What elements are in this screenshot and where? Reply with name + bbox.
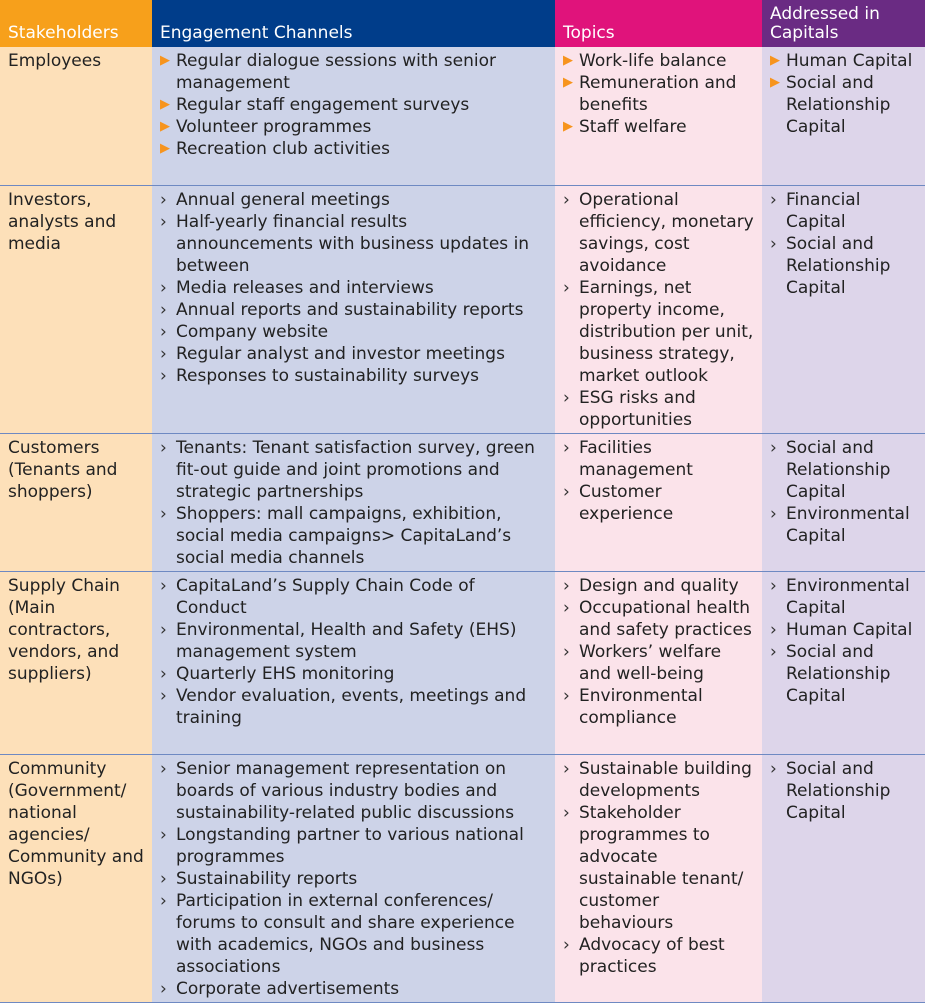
channel-item: Regular dialogue sessions with senior management <box>176 51 496 93</box>
topics-cell <box>555 185 762 433</box>
list-item <box>563 72 756 116</box>
chevron-bullet-icon: › <box>563 802 570 823</box>
channel-item: Longstanding partner to various national programmes <box>176 824 524 867</box>
list-item <box>160 663 549 685</box>
topic-item: Occupational health and safety practices <box>579 597 752 640</box>
channel-item: Company website <box>176 321 329 342</box>
triangle-bullet-icon: ▶ <box>770 53 780 68</box>
chevron-bullet-icon: › <box>563 641 570 662</box>
list-item <box>160 685 549 729</box>
chevron-bullet-icon: › <box>160 343 167 364</box>
capital-item: Social and Relationship Capital <box>786 641 891 706</box>
topic-item: Staff welfare <box>579 117 687 137</box>
list-item <box>563 116 756 138</box>
triangle-bullet-icon: ▶ <box>563 119 573 134</box>
topics-list <box>563 437 756 525</box>
list-item <box>160 343 549 365</box>
channel-item: Regular staff engagement surveys <box>176 95 470 115</box>
channel-item: Volunteer programmes <box>176 117 372 137</box>
chevron-bullet-icon: › <box>563 481 570 502</box>
header-stakeholders: Stakeholders <box>0 0 152 47</box>
list-item <box>770 575 919 619</box>
list-item <box>770 619 919 641</box>
topics-list <box>563 189 756 431</box>
channel-item: Tenants: Tenant satisfaction survey, green fit-out guide and joint promotions and strategic partnerships <box>176 437 535 502</box>
list-item <box>563 481 756 525</box>
list-item <box>563 189 756 277</box>
topic-item: Customer experience <box>579 481 674 524</box>
chevron-bullet-icon: › <box>160 685 167 706</box>
list-item <box>770 758 919 824</box>
capitals-list <box>770 437 919 547</box>
list-item <box>563 685 756 729</box>
channels-cell <box>152 754 555 1002</box>
chevron-bullet-icon: › <box>160 890 167 911</box>
topic-item: Work-life balance <box>579 51 727 71</box>
channel-item: Shoppers: mall campaigns, exhibition, social media campaigns> CapitaLand’s social media channels <box>176 503 512 568</box>
list-item <box>160 94 549 116</box>
topic-item: Stakeholder programmes to advocate sustainable tenant/ customer behaviours <box>579 802 744 933</box>
chevron-bullet-icon: › <box>160 619 167 640</box>
table-row <box>0 185 925 433</box>
chevron-bullet-icon: › <box>160 503 167 524</box>
topics-list <box>563 758 756 978</box>
chevron-bullet-icon: › <box>160 824 167 845</box>
chevron-bullet-icon: › <box>160 437 167 458</box>
stakeholder-cell: Investors, analysts and media <box>0 185 152 433</box>
channel-item: Corporate advertisements <box>176 978 400 999</box>
list-item <box>160 437 549 503</box>
chevron-bullet-icon: › <box>563 387 570 408</box>
triangle-bullet-icon: ▶ <box>160 141 170 156</box>
header-row <box>0 0 925 47</box>
stakeholder-cell: Community (Government/ national agencies/ Community and NGOs) <box>0 754 152 1002</box>
channel-item: Quarterly EHS monitoring <box>176 663 395 684</box>
channels-cell <box>152 47 555 185</box>
capital-item: Financial Capital <box>786 189 861 232</box>
capital-item: Social and Relationship Capital <box>786 758 891 823</box>
header-addressed-in-capitals: Addressed in Capitals <box>762 0 925 47</box>
channels-cell <box>152 185 555 433</box>
chevron-bullet-icon: › <box>770 619 777 640</box>
topic-item: Facilities management <box>579 437 693 480</box>
channels-list <box>160 758 549 1000</box>
chevron-bullet-icon: › <box>160 321 167 342</box>
topic-item: Remuneration and benefits <box>579 73 737 115</box>
capitals-cell <box>762 47 925 185</box>
list-item <box>160 758 549 824</box>
chevron-bullet-icon: › <box>160 277 167 298</box>
capital-item: Social and Relationship Capital <box>786 73 891 137</box>
header-topics: Topics <box>555 0 762 47</box>
list-item <box>160 868 549 890</box>
capital-item: Social and Relationship Capital <box>786 233 891 298</box>
capitals-cell <box>762 571 925 754</box>
chevron-bullet-icon: › <box>160 758 167 779</box>
list-item <box>563 934 756 978</box>
chevron-bullet-icon: › <box>770 503 777 524</box>
channel-item: Senior management representation on boards of various industry bodies and sustainability-related public discussions <box>176 758 515 823</box>
topics-cell <box>555 571 762 754</box>
channel-item: Annual reports and sustainability reports <box>176 299 524 320</box>
list-item <box>563 50 756 72</box>
channel-item: Annual general meetings <box>176 189 390 210</box>
triangle-bullet-icon: ▶ <box>563 53 573 68</box>
chevron-bullet-icon: › <box>770 437 777 458</box>
list-item <box>160 189 549 211</box>
chevron-bullet-icon: › <box>563 189 570 210</box>
chevron-bullet-icon: › <box>160 211 167 232</box>
chevron-bullet-icon: › <box>160 189 167 210</box>
channel-item: Recreation club activities <box>176 139 390 159</box>
topic-item: ESG risks and opportunities <box>579 387 696 430</box>
list-item <box>160 503 549 569</box>
channels-list <box>160 50 549 160</box>
list-item <box>160 211 549 277</box>
channel-item: Responses to sustainability surveys <box>176 365 480 386</box>
list-item <box>770 72 919 138</box>
list-item <box>563 597 756 641</box>
chevron-bullet-icon: › <box>770 758 777 779</box>
chevron-bullet-icon: › <box>563 277 570 298</box>
capitals-list <box>770 575 919 707</box>
channels-list <box>160 189 549 387</box>
chevron-bullet-icon: › <box>160 299 167 320</box>
chevron-bullet-icon: › <box>770 189 777 210</box>
list-item <box>770 189 919 233</box>
chevron-bullet-icon: › <box>563 575 570 596</box>
triangle-bullet-icon: ▶ <box>160 119 170 134</box>
table-row <box>0 433 925 571</box>
chevron-bullet-icon: › <box>160 575 167 596</box>
topic-item: Environmental compliance <box>579 685 703 728</box>
list-item <box>160 116 549 138</box>
list-item <box>160 277 549 299</box>
channel-item: Regular analyst and investor meetings <box>176 343 505 364</box>
topic-item: Earnings, net property income, distribution per unit, business strategy, market outlook <box>579 277 754 386</box>
chevron-bullet-icon: › <box>770 641 777 662</box>
topic-item: Design and quality <box>579 575 739 596</box>
topic-item: Workers’ welfare and well-being <box>579 641 722 684</box>
capitals-list <box>770 50 919 138</box>
channels-list <box>160 575 549 729</box>
channels-cell <box>152 433 555 571</box>
list-item <box>770 437 919 503</box>
chevron-bullet-icon: › <box>160 978 167 999</box>
topics-cell <box>555 433 762 571</box>
channel-item: Participation in external conferences/ forums to consult and share experience with academics, NGOs and business associations <box>176 890 515 977</box>
topic-item: Advocacy of best practices <box>579 934 725 977</box>
triangle-bullet-icon: ▶ <box>770 75 780 90</box>
chevron-bullet-icon: › <box>770 233 777 254</box>
capital-item: Environmental Capital <box>786 575 910 618</box>
chevron-bullet-icon: › <box>563 685 570 706</box>
capital-item: Human Capital <box>786 51 913 71</box>
channel-item: Vendor evaluation, events, meetings and training <box>176 685 527 728</box>
channel-item: Half-yearly financial results announcements with business updates in between <box>176 211 530 276</box>
triangle-bullet-icon: ▶ <box>563 75 573 90</box>
channel-item: CapitaLand’s Supply Chain Code of Conduct <box>176 575 475 618</box>
topics-list <box>563 50 756 138</box>
list-item <box>770 503 919 547</box>
capital-item: Human Capital <box>786 619 913 640</box>
chevron-bullet-icon: › <box>563 934 570 955</box>
capitals-list <box>770 189 919 299</box>
channel-item: Environmental, Health and Safety (EHS) management system <box>176 619 517 662</box>
topics-cell <box>555 47 762 185</box>
stakeholder-cell: Supply Chain (Main contractors, vendors, and suppliers) <box>0 571 152 754</box>
header-engagement-channels: Engagement Channels <box>152 0 555 47</box>
stakeholder-cell: Customers (Tenants and shoppers) <box>0 433 152 571</box>
topic-item: Operational efficiency, monetary savings, cost avoidance <box>579 189 754 276</box>
list-item <box>563 387 756 431</box>
list-item <box>160 619 549 663</box>
channels-cell <box>152 571 555 754</box>
stakeholder-cell: Employees <box>0 47 152 185</box>
topic-item: Sustainable building developments <box>579 758 752 801</box>
chevron-bullet-icon: › <box>770 575 777 596</box>
list-item <box>160 299 549 321</box>
capital-item: Social and Relationship Capital <box>786 437 891 502</box>
channels-list <box>160 437 549 569</box>
capital-item: Environmental Capital <box>786 503 910 546</box>
topics-list <box>563 575 756 729</box>
list-item <box>563 575 756 597</box>
list-item <box>770 233 919 299</box>
channel-item: Media releases and interviews <box>176 277 434 298</box>
capitals-list <box>770 758 919 824</box>
triangle-bullet-icon: ▶ <box>160 97 170 112</box>
chevron-bullet-icon: › <box>160 868 167 889</box>
list-item <box>563 277 756 387</box>
list-item <box>160 978 549 1000</box>
list-item <box>770 641 919 707</box>
list-item <box>160 575 549 619</box>
topics-cell <box>555 754 762 1002</box>
capitals-cell <box>762 754 925 1002</box>
list-item <box>563 437 756 481</box>
list-item <box>160 890 549 978</box>
chevron-bullet-icon: › <box>563 597 570 618</box>
list-item <box>770 50 919 72</box>
chevron-bullet-icon: › <box>563 758 570 779</box>
list-item <box>563 641 756 685</box>
capitals-cell <box>762 185 925 433</box>
chevron-bullet-icon: › <box>160 663 167 684</box>
list-item <box>160 321 549 343</box>
list-item <box>563 758 756 802</box>
capitals-cell <box>762 433 925 571</box>
list-item <box>160 138 549 160</box>
list-item <box>160 824 549 868</box>
list-item <box>563 802 756 934</box>
table-row <box>0 571 925 754</box>
list-item <box>160 50 549 94</box>
list-item <box>160 365 549 387</box>
table-row <box>0 47 925 185</box>
chevron-bullet-icon: › <box>563 437 570 458</box>
channel-item: Sustainability reports <box>176 868 358 889</box>
chevron-bullet-icon: › <box>160 365 167 386</box>
table-row <box>0 754 925 1002</box>
triangle-bullet-icon: ▶ <box>160 53 170 68</box>
